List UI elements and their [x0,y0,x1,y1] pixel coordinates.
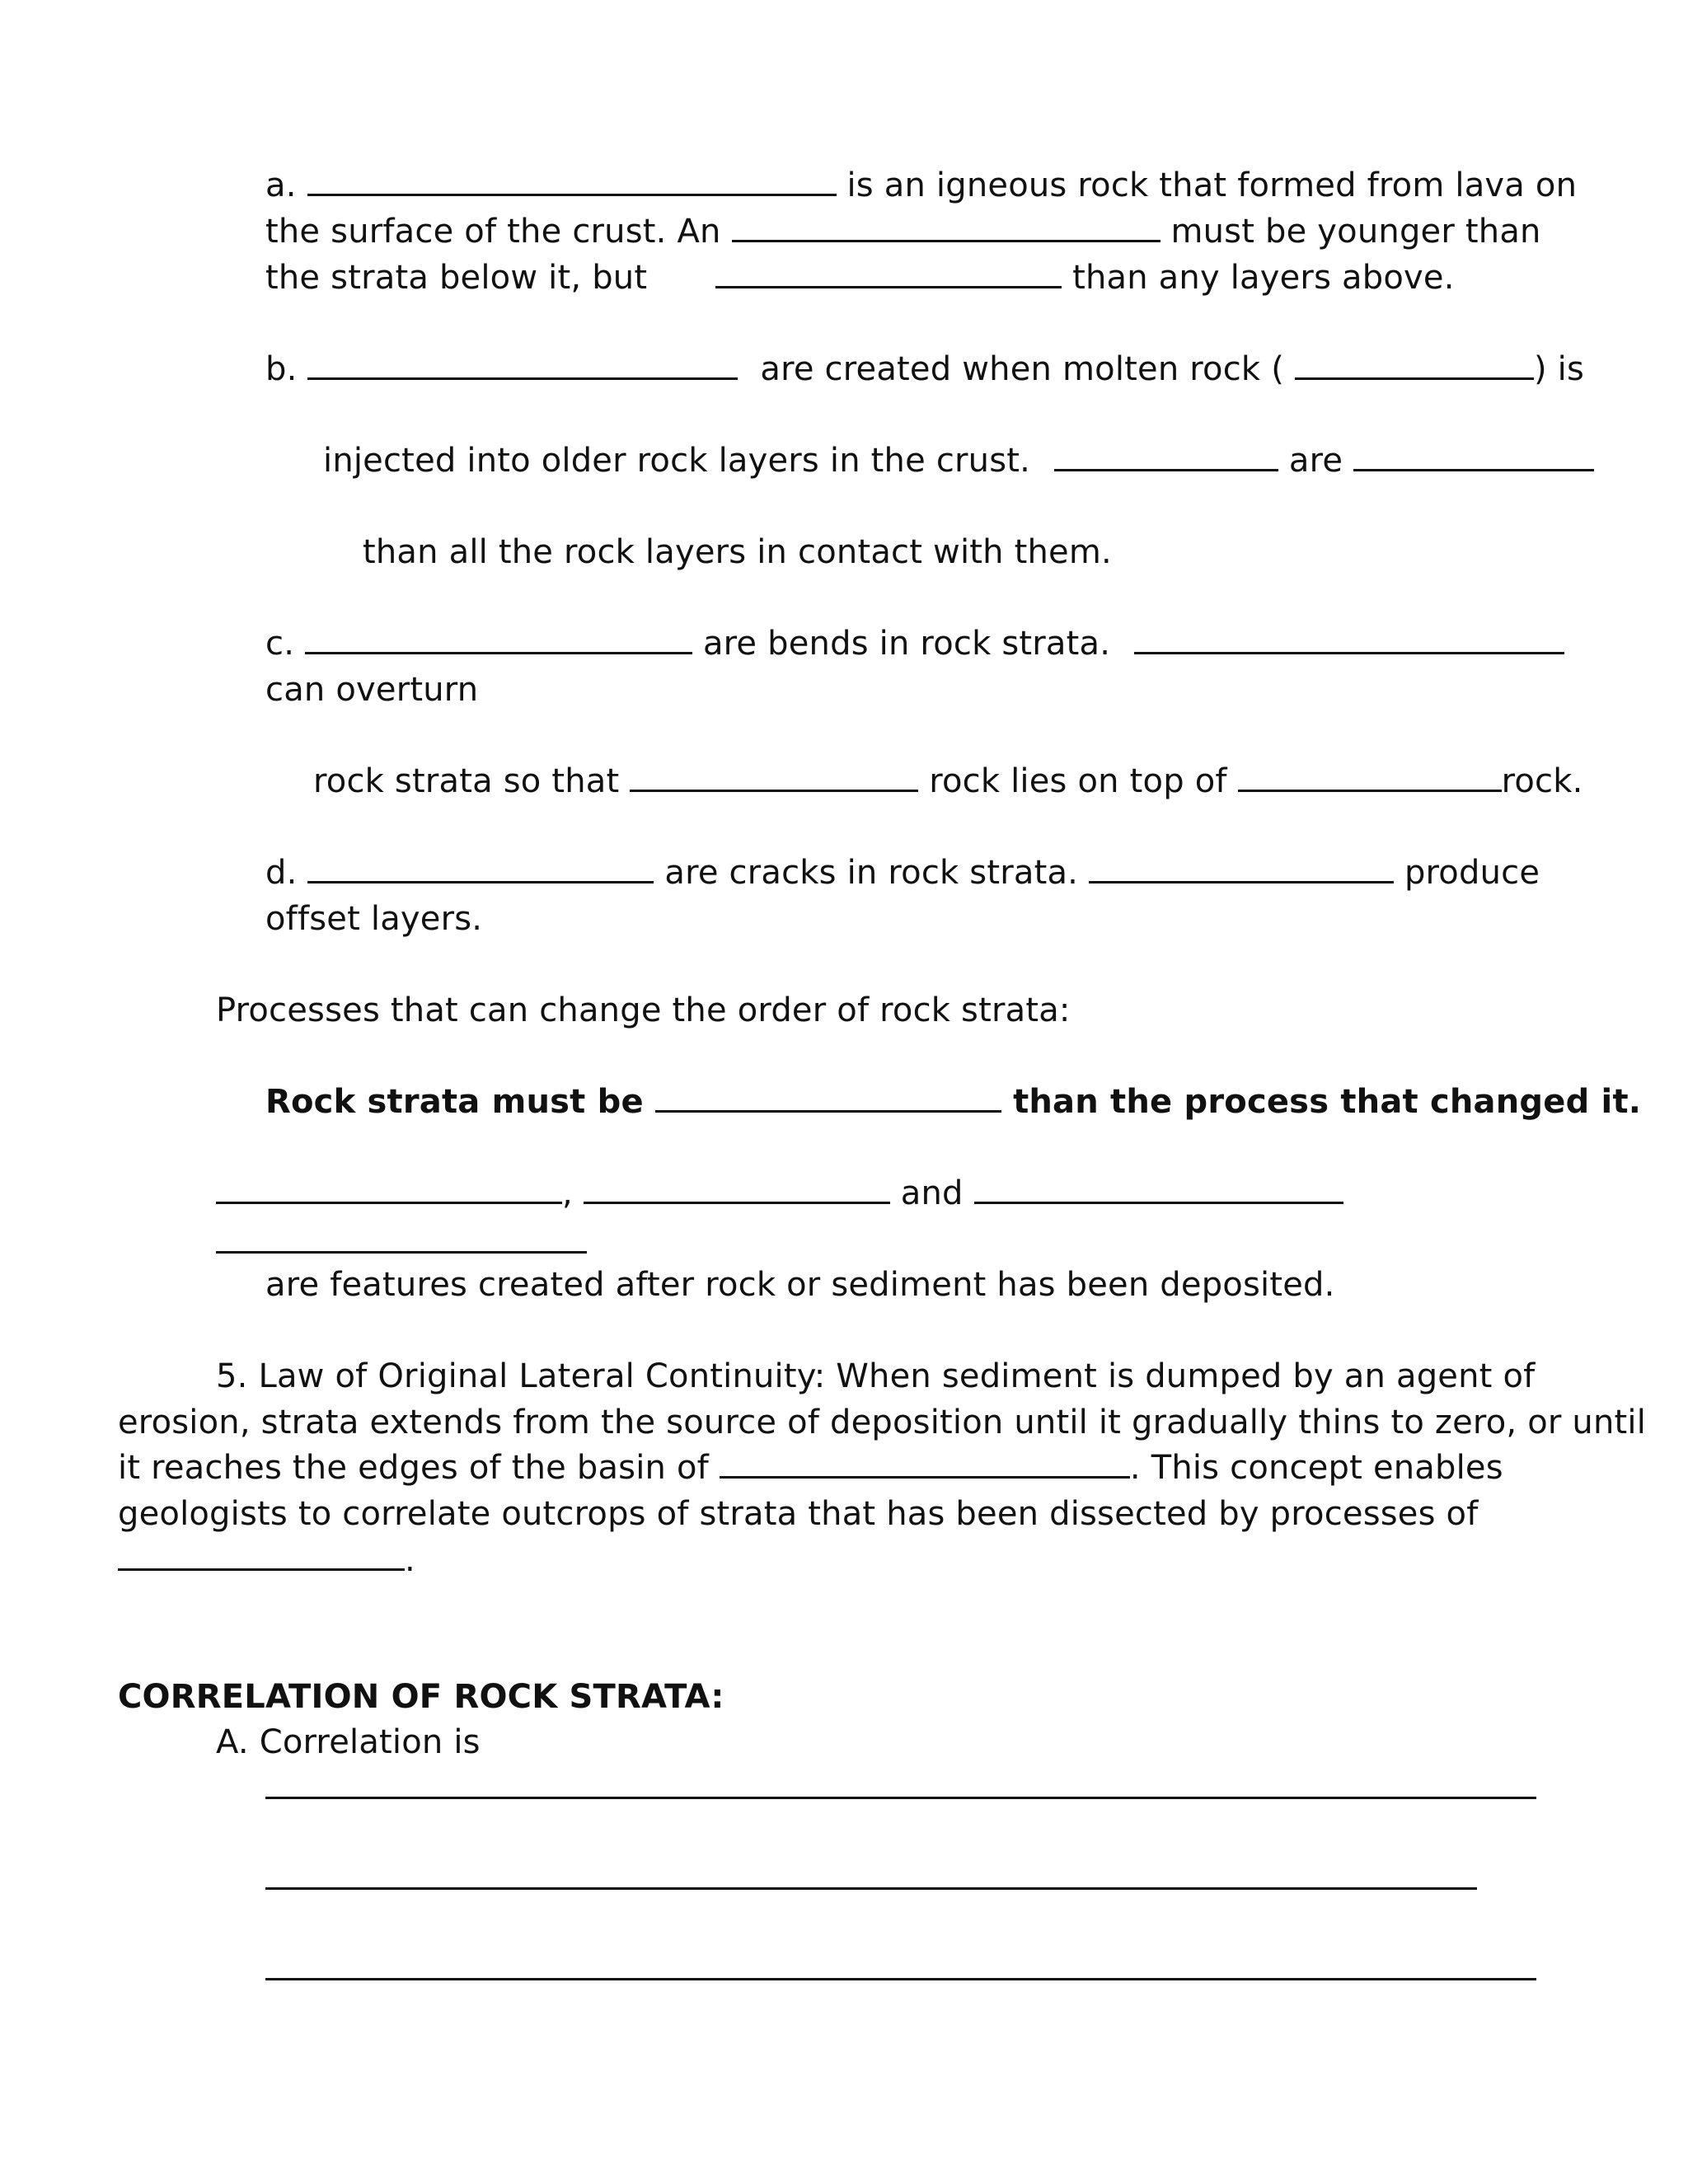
processes-rule-line [265,1082,1641,1122]
law5-text-5: . [405,1541,415,1579]
law5-text-4: geologists to correlate outcrops of strata that has been dissected by processes of [118,1495,1479,1533]
item-a-blank-2[interactable] [732,212,1160,242]
item-d-line-1 [265,853,1540,893]
item-a-text-5: than any layers above. [1072,259,1455,297]
law5-text-3b: . This concept enables [1129,1449,1503,1487]
item-b-line-2 [323,441,1594,480]
item-b-text-4: are [1288,442,1343,480]
processes-comma: , [562,1174,573,1212]
law5-line-5 [118,1540,415,1580]
correlation-item-a [216,1722,481,1762]
item-d-line-2 [265,899,482,939]
item-a-text-4: the strata below it, but [265,259,648,297]
item-b-line-3 [363,532,1112,572]
item-d-text-2: produce [1404,854,1540,892]
item-a-text-2: the surface of the crust. An [265,213,721,251]
item-b-blank-1[interactable] [307,349,738,380]
law5-blank-2[interactable] [118,1540,405,1571]
item-c-blank-4[interactable] [1238,762,1502,792]
item-c-text-5: rock. [1501,762,1583,800]
item-b-line-1 [265,349,1584,389]
item-a-text-1: is an igneous rock that formed from lava on [846,166,1578,204]
item-a-blank-1[interactable] [307,166,837,196]
item-c-line-1 [265,624,1564,663]
law5-line-3 [118,1448,1503,1488]
processes-blank-5[interactable] [216,1251,587,1254]
item-d-text-3: offset layers. [265,900,483,938]
processes-features-line [216,1174,1343,1213]
item-c-text-3: rock strata so that [313,762,620,800]
law5-blank-1[interactable] [720,1448,1130,1479]
item-c-blank-1[interactable] [305,624,692,654]
item-c-blank-3[interactable] [630,762,918,792]
processes-heading-text: Processes that can change the order of rock strata: [216,991,1071,1029]
item-a-line-1 [265,166,1577,205]
processes-rule-end: than the process that changed it. [1013,1083,1642,1121]
item-a-line-3 [265,258,1455,298]
item-c-text-2: can overturn [265,671,479,709]
item-d-blank-1[interactable] [307,853,654,883]
law5-line-1 [216,1357,1535,1396]
item-a-line-2 [265,212,1541,251]
item-c-line-3 [313,762,1583,801]
item-b-blank-3[interactable] [1054,441,1278,471]
item-b-text-5: than all the rock layers in contact with them. [363,533,1112,571]
item-b-text-2: ) is [1533,350,1585,388]
item-b-text-1: are created when molten rock ( [760,350,1285,388]
processes-and: and [900,1174,964,1212]
processes-heading [216,991,1071,1030]
processes-features-text: are features created after rock or sediment has been deposited. [265,1266,1335,1304]
item-c-blank-2[interactable] [1134,624,1564,654]
law5-line-4 [118,1494,1479,1534]
item-a-blank-3[interactable] [715,258,1062,288]
correlation-answer-line-3[interactable] [265,1978,1536,1980]
correlation-heading [118,1677,724,1717]
item-c-label: c. [265,625,295,663]
item-b-label: b. [265,350,298,388]
correlation-item-a-text: A. Correlation is [216,1723,481,1761]
item-d-text-1: are cracks in rock strata. [664,854,1079,892]
correlation-answer-line-1[interactable] [265,1797,1536,1799]
law5-line-2 [118,1403,1646,1442]
item-d-blank-2[interactable] [1089,853,1394,883]
law5-text-1: 5. Law of Original Lateral Continuity: When sediment is dumped by an agent of [216,1357,1536,1395]
item-a-text-3: must be younger than [1170,213,1541,251]
processes-blank-1[interactable] [655,1082,1001,1113]
correlation-answer-line-2[interactable] [265,1887,1477,1890]
law5-text-2: erosion, strata extends from the source of deposition until it gradually thins to zero, or until [118,1404,1647,1441]
processes-blank-2[interactable] [216,1174,562,1204]
item-b-blank-2[interactable] [1295,349,1534,380]
processes-blank-4[interactable] [974,1174,1343,1204]
processes-rule-start: Rock strata must be [265,1083,644,1121]
item-c-text-1: are bends in rock strata. [702,625,1111,663]
item-a-label: a. [265,166,297,204]
correlation-heading-text: CORRELATION OF ROCK STRATA: [118,1678,724,1716]
item-b-text-3: injected into older rock layers in the crust. [323,442,1031,480]
item-b-blank-4[interactable] [1353,441,1594,471]
item-c-text-4: rock lies on top of [929,762,1227,800]
item-d-label: d. [265,854,298,892]
processes-features-text-line [265,1265,1335,1305]
processes-blank-3[interactable] [584,1174,890,1204]
item-c-line-2 [265,670,478,710]
law5-text-3a: it reaches the edges of the basin of [118,1449,709,1487]
